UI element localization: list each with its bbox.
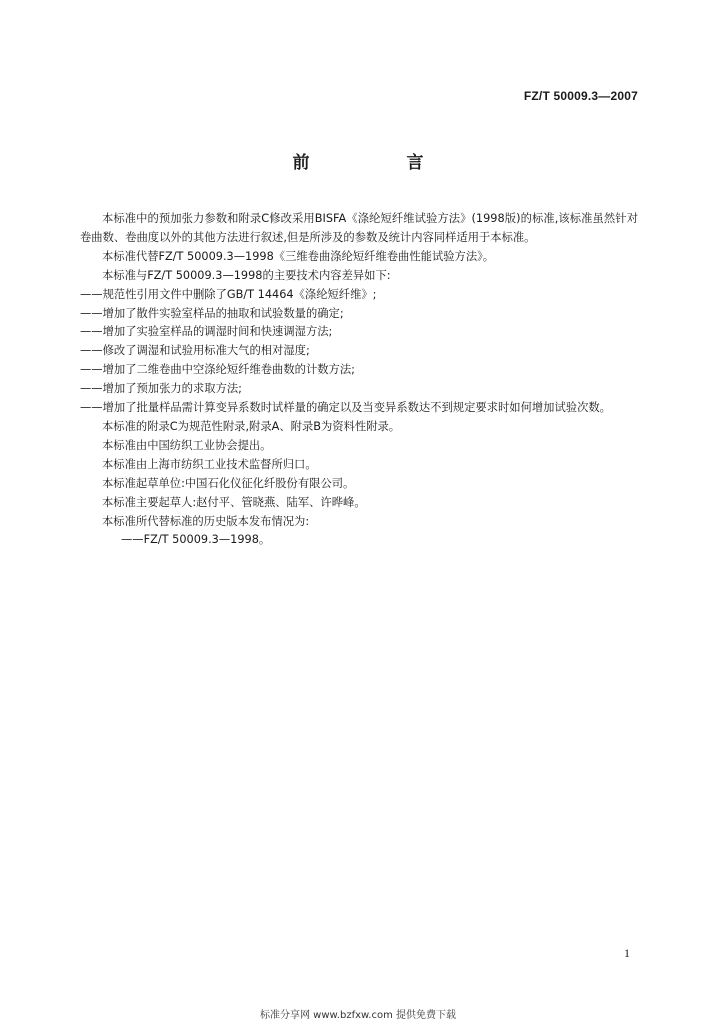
- page-title: 前 言: [292, 153, 464, 173]
- paragraph: 本标准由中国纺织工业协会提出。: [102, 438, 272, 452]
- change-item: ——增加了预加张力的求取方法;: [80, 382, 242, 396]
- change-item: ——增加了散件实验室样品的抽取和试验数量的确定;: [80, 306, 344, 320]
- paragraph: 本标准代替FZ/T 50009.3—1998《三维卷曲涤纶短纤维卷曲性能试验方法》。: [102, 249, 495, 263]
- history-item: ——FZ/T 50009.3—1998。: [121, 533, 271, 547]
- paragraph: 本标准中的预加张力参数和附录C修改采用BISFA《涤纶短纤维试验方法》(1998版)的标准,该标准虽然针对卷曲数、卷曲度以外的其他方法进行叙述,但是所涉及的参数及统计内容同样适用于本标准。: [80, 212, 638, 244]
- paragraph: 本标准主要起草人:赵付平、管晓燕、陆军、许晔峰。: [102, 495, 366, 509]
- change-item: ——规范性引用文件中删除了GB/T 14464《涤纶短纤维》;: [80, 287, 377, 301]
- change-item: ——增加了二维卷曲中空涤纶短纤维卷曲数的计数方法;: [80, 363, 355, 377]
- page-number: 1: [624, 946, 630, 960]
- footer-watermark: 标准分享网 www.bzfxw.com 提供免费下载: [260, 1010, 456, 1021]
- paragraph: 本标准由上海市纺织工业技术监督所归口。: [102, 457, 317, 471]
- document-code: FZ/T 50009.3—2007: [523, 89, 638, 103]
- document-body: [80, 210, 638, 550]
- paragraph: 本标准的附录C为规范性附录,附录A、附录B为资料性附录。: [102, 419, 401, 433]
- paragraph: 本标准起草单位:中国石化仪征化纤股份有限公司。: [102, 476, 355, 490]
- paragraph: 本标准与FZ/T 50009.3—1998的主要技术内容差异如下:: [102, 268, 391, 282]
- change-item: ——增加了实验室样品的调湿时间和快速调湿方法;: [80, 325, 333, 339]
- change-item: ——修改了调湿和试验用标准大气的相对湿度;: [80, 344, 310, 358]
- change-item: ——增加了批量样品需计算变异系数时试样量的确定以及当变异系数达不到规定要求时如何增加试验次数。: [80, 401, 611, 415]
- paragraph: 本标准所代替标准的历史版本发布情况为:: [102, 514, 310, 528]
